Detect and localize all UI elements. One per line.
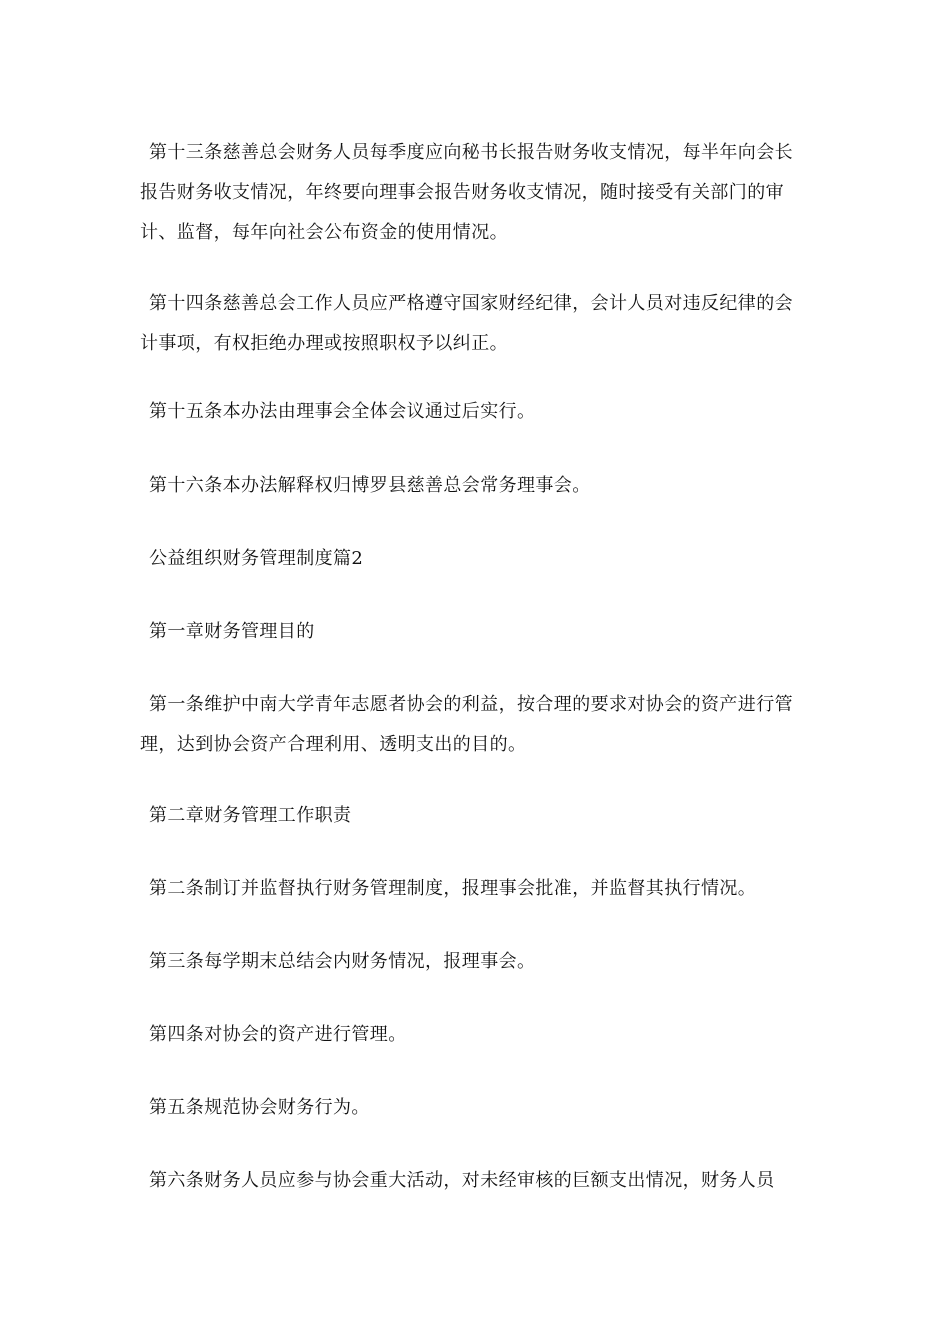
paragraph-article-15: 第十五条本办法由理事会全体会议通过后实行。 xyxy=(149,401,536,422)
paragraph-article-5: 第五条规范协会财务行为。 xyxy=(149,1097,370,1118)
chapter-heading-2: 第二章财务管理工作职责 xyxy=(149,805,352,826)
paragraph-article-1: 第一条维护中南大学青年志愿者协会的利益，按合理的要求对协会的资产进行管理，达到协会资产合理利用、透明支出的目的。 xyxy=(140,694,793,755)
paragraph-article-4: 第四条对协会的资产进行管理。 xyxy=(149,1024,407,1045)
paragraph-article-16: 第十六条本办法解释权归博罗县慈善总会常务理事会。 xyxy=(149,475,591,496)
paragraph-article-3: 第三条每学期末总结会内财务情况，报理事会。 xyxy=(149,951,536,972)
paragraph-article-6: 第六条财务人员应参与协会重大活动，对未经审核的巨额支出情况，财务人员 xyxy=(149,1170,775,1191)
paragraph-article-2: 第二条制订并监督执行财务管理制度，报理事会批准，并监督其执行情况。 xyxy=(149,878,757,899)
section-heading-part-2: 公益组织财务管理制度篇2 xyxy=(149,548,364,569)
paragraph-article-13: 第十三条慈善总会财务人员每季度应向秘书长报告财务收支情况，每半年向会长报告财务收支情况，年终要向理事会报告财务收支情况，随时接受有关部门的审计、监督，每年向社会公布资金的使用情况。 xyxy=(140,142,793,243)
chapter-heading-1: 第一章财务管理目的 xyxy=(149,621,315,642)
paragraph-article-14: 第十四条慈善总会工作人员应严格遵守国家财经纪律，会计人员对违反纪律的会计事项，有权拒绝办理或按照职权予以纠正。 xyxy=(140,293,793,354)
